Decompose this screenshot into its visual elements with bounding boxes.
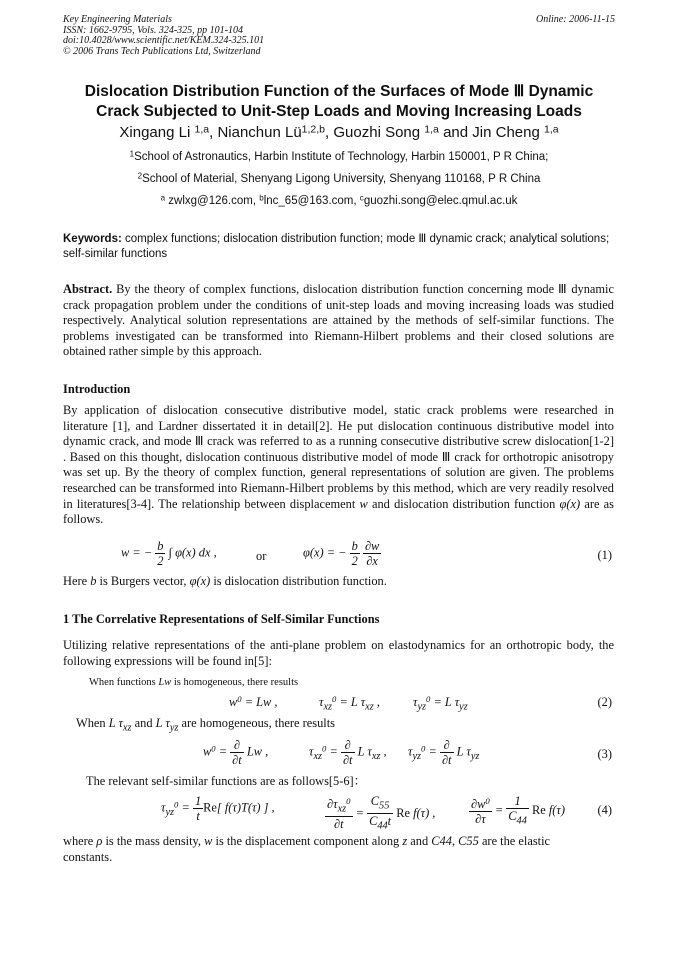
equation-3: $w^0$ = $\frac{\partial}{\partial t}$ Lw , $\tau_{xz}^0$ = $\frac{\partial}{\partial t}$ L $\tau_{xz}$ , $\tau_{yz}^0$ = $\frac{\partial}{\partial t}$ L $\tau_{yz}$ (3) [203, 738, 612, 767]
where-paragraph: where ρ is the mass density, w is the displacement component along z and C44, C55 are the elastic constants. [63, 834, 551, 864]
eq2-intro: When functions Lw is homogeneous, there results [89, 677, 299, 688]
burgers-note: Here b is Burgers vector, φ(x) is dislocation distribution function. [63, 574, 387, 588]
journal-name: Key Engineering Materials [63, 14, 172, 25]
online-date: Online: 2006-11-15 [536, 14, 615, 25]
section1-heading: 1 The Correlative Representations of Self-Similar Functions [63, 612, 380, 626]
equation-2: $w^0 = Lw$ , $\tau_{xz}^0 = L$ $\tau_{xz}$ , $\tau_{yz}^0 = L$ $\tau_{yz}$ (2) [229, 694, 612, 713]
copyright-line: © 2006 Trans Tech Publications Ltd, Switzerland [63, 45, 261, 57]
eq4-intro: The relevant self-similar functions are as follows[5-6]： [86, 774, 367, 788]
equation-4: $\tau_{yz}^0$ = $\frac{1}{t}$ Re[ f(τ)T(τ) ] , $\frac{\partial\tau_{xz}^0}{\partial t}$ = $\frac{C_{55}}{C_{44}t}$ Re f(τ) , $\frac{\partial w^0}{\partial\tau}$ = $\frac{1}{C_{44}}$ Re f(τ) (4) [161, 794, 612, 832]
email-line: $^a$ zwlxg@126.com, $^b$lnc_65@163.com, $^c$guozhi.song@elec.qmul.ac.uk [160, 193, 518, 207]
keywords: Keywords: complex functions; dislocation distribution function; mode Ⅲ dynamic crack; analytical solutions; self-similar functions [63, 233, 610, 260]
abstract: Abstract. By the theory of complex functions, dislocation distribution function concerning mode Ⅲ dynamic crack propagation problem under the conditions of unit-step loads and moving increasing loads was studied respectively. Analytical solution representations are attained by the methods of self-similar functions. The problems investigated can be transformed into Riemann-Hilbert problems and their closed solutions are obtained rather simple by this approach. [63, 282, 614, 359]
intro-heading: Introduction [63, 382, 131, 396]
section1-paragraph: Utilizing relative representations of the anti-plane problem on elastodynamics for an orthotropic body, the following expressions will be found in[5]: [63, 638, 614, 668]
intro-paragraph: By application of dislocation consecutive distributive model, static crack problems were researched in literature [1], and Lardner dissertated it in detail[2]. He put dislocation continuous distributive model into dynamic crack, and mode Ⅲ crack was referred to as a running consecutive distributive screw dislocation[1-2] . Based on this thought, dislocation continuous distributive model of mode Ⅲ crack for orthotropic anisotropy was set up. By the theory of complex function, general representations of solution are given. The problems researched can be transformed into Riemann-Hilbert problems by this method, which are very readily resolved in literatures[3-4]. The relationship between displacement w and dislocation distribution function φ(x) are as follows. [63, 403, 614, 527]
author-list: Xingang Li $^{1,a}$, Nianchun Lü$^{1,2,b}$, Guozhi Song $^{1,a}$ and Jin Cheng $^{1,a}$ [119, 123, 559, 141]
doi-line: doi:10.4028/www.scientific.net/KEM.324-325.101 [63, 35, 265, 46]
issn-line: ISSN: 1662-9795, Vols. 324-325, pp 101-104 [63, 24, 243, 36]
affiliation-1: $^1$School of Astronautics, Harbin Institute of Technology, Harbin 150001, P R China; [129, 149, 549, 163]
equation-1: w = − $\frac{b}{2}$ ∫ φ(x) dx , or φ(x) = − $\frac{b}{2}$ $\frac{\partial w}{\partial x}$ (1) [121, 539, 612, 568]
journal-header [63, 15, 615, 57]
affiliation-2: $^2$School of Material, Shenyang Ligong University, Shenyang 110168, P R China [137, 171, 541, 185]
eq3-intro: When L $\tau_{xz}$ and L $\tau_{yz}$ are homogeneous, there results [76, 716, 336, 734]
paper-title: Dislocation Distribution Function of the Surfaces of Mode Ⅲ Dynamic Crack Subjected to Unit-Step Loads and Moving Increasing Loads [84, 83, 594, 120]
